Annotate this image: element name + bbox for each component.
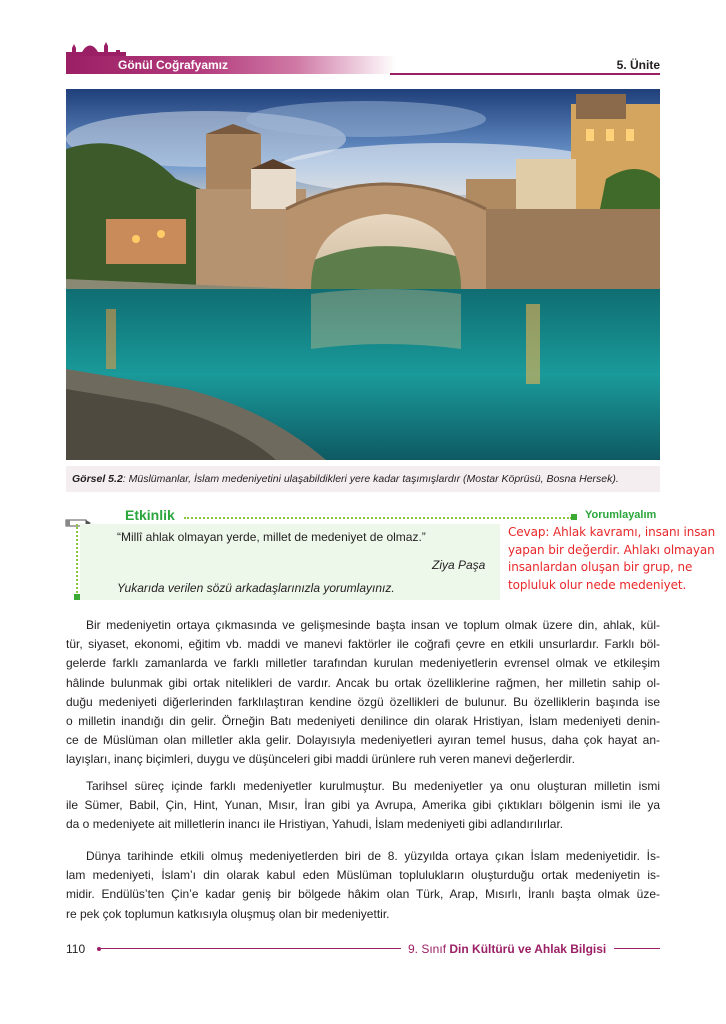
answer-line: topluluk olur nede medeniyet. <box>508 577 687 592</box>
header-band <box>66 56 396 74</box>
side-label: Yorumlayalım <box>585 509 657 521</box>
handwritten-answer <box>508 524 726 594</box>
page-number: 110 <box>66 942 86 956</box>
footer-grade: 9. Sınıf <box>408 942 450 956</box>
activity-end-bullet-icon <box>571 514 577 520</box>
figure-caption <box>66 466 660 492</box>
text-line: lam medeniyeti, İslam’ı din olarak kabul eden Müslüman toplulukların oluşturduğu ortak medeniyetin is- <box>66 868 660 883</box>
paragraph <box>66 777 660 835</box>
footer-book-title <box>408 942 606 956</box>
text-line: duğu medeniyeti diğerlerinden farklılaştıran kendine özgü özellikleri de bulunur. Bu özelliklerin başında ise <box>66 694 660 709</box>
activity-title: Etkinlik <box>125 507 175 523</box>
activity-divider <box>184 517 572 519</box>
text-line: Dünya tarihinde etkili olmuş medeniyetlerden biri de 8. yüzyılda ortaya çıkan İslam medeniyetidir. İs- <box>86 849 660 863</box>
paragraph <box>66 847 660 924</box>
activity-instruction: Yukarıda verilen sözü arkadaşlarınızla yorumlayınız. <box>117 581 395 595</box>
text-line: Bir medeniyetin ortaya çıkmasında ve gelişmesinde başta insan ve toplum olmak üzere din, ahlak, kül- <box>86 618 660 632</box>
answer-line: Cevap: Ahlak kavramı, insanı insan <box>508 525 716 539</box>
activity-bullet-icon <box>74 594 80 600</box>
text-line: re pek çok toplumun katkısıyla oluşmuş olan bir medeniyettir. <box>66 906 390 921</box>
text-line: ile Sümer, Babil, Çin, Hint, Yunan, Mısır, İran gibi ya Avrupa, Amerika gibi çıktıkları bölgenin ismi ile ya <box>66 798 660 813</box>
text-line: Tarihsel süreç içinde farklı medeniyetler kurulmuştur. Bu medeniyetler ya onu oluşturan milletin ismi <box>86 779 660 793</box>
text-line: ce de Müslüman olan milletler akla gelir. Dolayısıyla medeniyetleri ayıran temel husus, daha çok hayat an- <box>66 733 660 748</box>
answer-line: yapan bir değerdir. Ahlakı olmayan <box>508 542 715 557</box>
mostar-bridge-photo <box>66 89 660 460</box>
activity-dotted-line <box>76 524 79 596</box>
answer-line: insanlardan oluşan bir grup, ne <box>508 560 693 574</box>
book-title: Gönül Coğrafyamız <box>118 58 229 72</box>
header-rule <box>390 73 660 75</box>
text-line: da o medeniyete ait milletlerin inancı ile Hristiyan, Yahudi, İslam medeniyeti gibi adlandırılırlar. <box>66 817 564 832</box>
footer-subject: Din Kültürü ve Ahlak Bilgisi <box>449 942 607 956</box>
text-line: gelerde farklı zamanlarda ve farklı milletler tarafından kurulan medeniyetlerin evrensel olmak ve etkileşim <box>66 656 660 671</box>
footer-rule-right <box>614 948 660 949</box>
quote-author: Ziya Paşa <box>432 558 486 572</box>
activity-quote: “Millî ahlak olmayan yerde, millet de medeniyet de olmaz.” <box>117 530 426 544</box>
paragraph <box>66 616 660 770</box>
unit-label: 5. Ünite <box>616 58 660 72</box>
text-line: o milletin inandığı din gelir. Örneğin Batı medeniyeti denilince din olarak Hristiyan, İslam medeniyeti denin- <box>66 714 660 729</box>
text-line: layışları, inanç biçimleri, duygu ve düşünceleri gibi maddi ürünlere ruh veren manevi değerlerdir. <box>66 752 575 767</box>
text-line: tür, siyaset, ekonomi, eğitim vb. maddi ve manevi faktörler ile coğrafi çevre en etkili unsurlardır. Farklı böl- <box>66 637 660 652</box>
figure-caption-text: : Müslümanlar, İslam medeniyetini ulaşabildikleri yere kadar taşımışlardır (Mostar Köprüsü, Bosna Hersek). <box>122 473 619 485</box>
text-line: hâlinde bulunmak gibi ortak nitelikleri de vardır. Ancak bu ortak özelliklerine rağmen, her milletin sahip ol- <box>66 675 660 690</box>
footer-rule <box>101 948 401 949</box>
text-line: midir. Endülüs’ten Çin’e kadar geniş bir bölgede hâkim olan Türk, Arap, Mısırlı, İranlı başta olmak üze- <box>66 887 660 902</box>
figure-label: Görsel 5.2 <box>72 473 123 485</box>
